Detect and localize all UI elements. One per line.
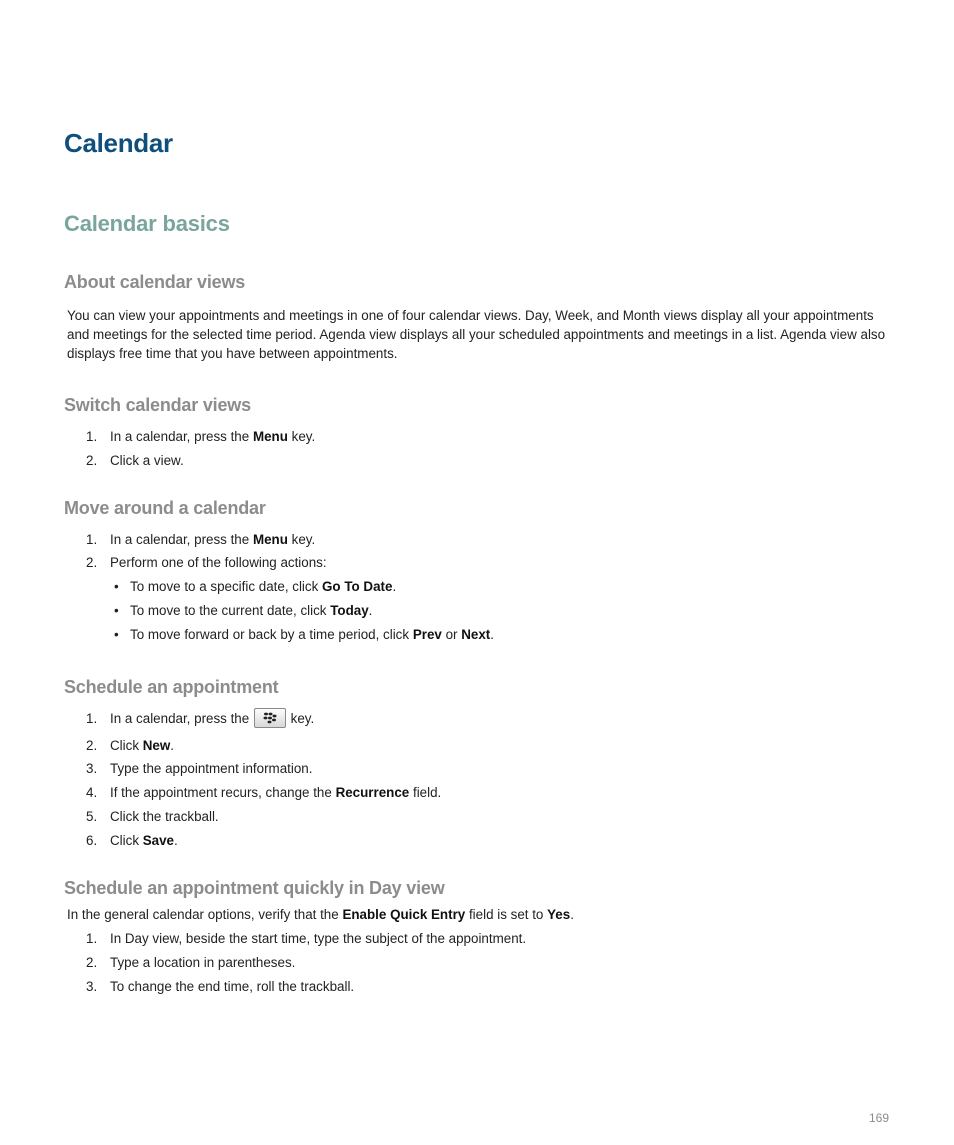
move-bullet-1: • To move to a specific date, click Go To Date. [114,579,397,594]
move-step-1: 1. In a calendar, press the Menu key. [86,532,316,547]
schedule-step-4: 4. If the appointment recurs, change the Recurrence field. [86,785,442,800]
move-bullet-2: • To move to the current date, click Today. [114,603,373,618]
move-heading: Move around a calendar [64,498,266,518]
schedule-step-6: 6. Click Save. [86,833,178,848]
schedule-step-5: 5. Click the trackball. [86,809,219,824]
about-heading: About calendar views [64,272,246,292]
page-number: 169 [869,1111,890,1125]
schedule-step-1: 1. In a calendar, press the key. [86,710,314,728]
quick-step-1: 1. In Day view, beside the start time, type the subject of the appointment. [86,931,527,946]
blackberry-menu-key-icon [254,708,286,728]
quick-intro: In the general calendar options, verify that the Enable Quick Entry field is set to Yes. [67,907,574,922]
move-bullet-3: • To move forward or back by a time period, click Prev or Next. [114,627,494,642]
section-title: Calendar basics [64,211,230,236]
page-title: Calendar [64,128,173,158]
quick-step-3: 3. To change the end time, roll the trackball. [86,979,355,994]
schedule-step-3: 3. Type the appointment information. [86,761,313,776]
move-step-2: 2. Perform one of the following actions: [86,555,327,570]
quick-heading: Schedule an appointment quickly in Day view [64,878,445,898]
schedule-step-2: 2. Click New. [86,738,175,753]
switch-heading: Switch calendar views [64,395,251,415]
quick-step-2: 2. Type a location in parentheses. [86,955,296,970]
switch-step-2: 2. Click a view. [86,453,184,468]
schedule-heading: Schedule an appointment [64,677,279,697]
about-paragraph: You can view your appointments and meetings in one of four calendar views. Day, Week, and Month views display all your appointments and meetings for the selected time period. Agenda view displays all your scheduled appointments and meetings in a list. Agenda view also displays free time that you have between appointments. [67,308,886,361]
switch-step-1: 1. In a calendar, press the Menu key. [86,429,316,444]
